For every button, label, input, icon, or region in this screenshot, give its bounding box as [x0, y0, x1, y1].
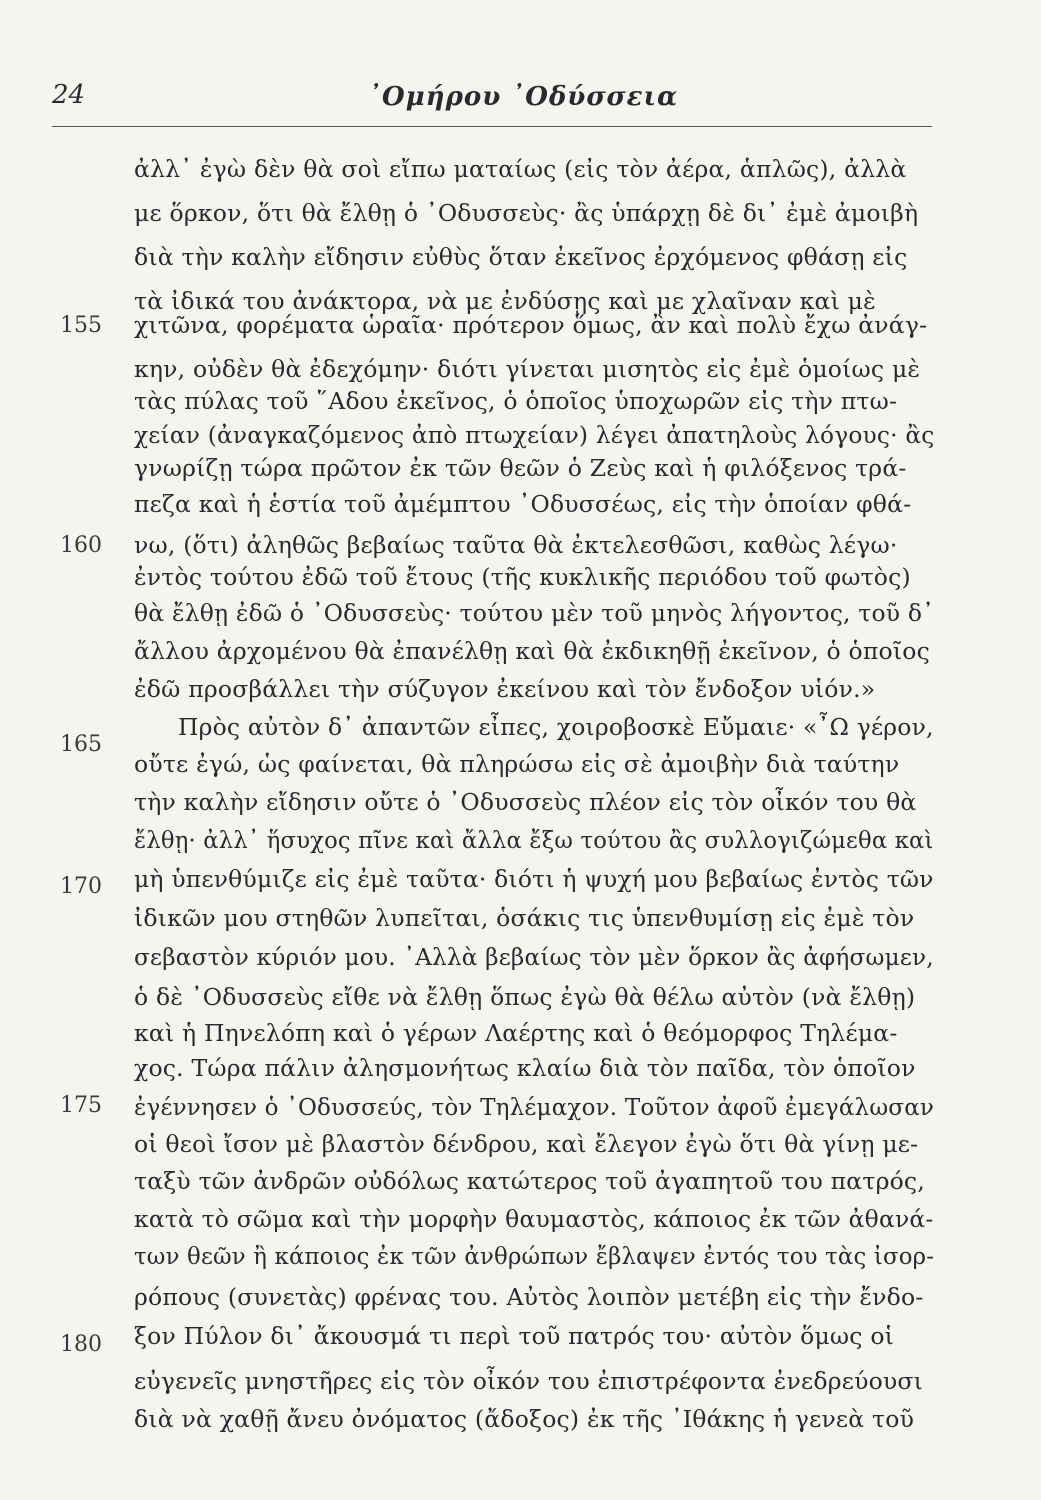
- page-number: 24: [52, 80, 86, 110]
- line-number: 180: [60, 1332, 102, 1357]
- text-line: γνωρίζῃ τώρα πρῶτον ἐκ τῶν θεῶν ὁ Ζεὺς καὶ ἡ φιλόξενος τρά-: [134, 454, 907, 482]
- text-line: μὴ ὑπενθύμιζε εἰς ἐμὲ ταῦτα· διότι ἡ ψυχή μου βεβαίως ἐντὸς τῶν: [134, 865, 934, 893]
- text-line: με ὅρκον, ὅτι θὰ ἔλθῃ ὁ ᾿Οδυσσεὺς· ἂς ὑπάρχῃ δὲ δι᾿ ἐμὲ ἀμοιβὴ: [134, 199, 919, 227]
- text-line: ξον Πύλον δι᾿ ἄκουσμά τι περὶ τοῦ πατρός του· αὐτὸν ὅμως οἱ: [134, 1322, 895, 1350]
- text-line: ἐδῶ προσβάλλει τὴν σύζυγον ἐκείνου καὶ τὸν ἔνδοξον υἱόν.»: [134, 675, 876, 703]
- text-line: ὁ δὲ ᾿Οδυσσεὺς εἴθε νὰ ἔλθῃ ὅπως ἐγὼ θὰ θέλω αὐτὸν (νὰ ἔλθῃ): [134, 983, 916, 1011]
- text-line: καὶ ἡ Πηνελόπη καὶ ὁ γέρων Λαέρτης καὶ ὁ θεόμορφος Τηλέμα-: [134, 1019, 898, 1047]
- text-line: ἀλλ᾿ ἐγὼ δὲν θὰ σοὶ εἴπω ματαίως (εἰς τὸν ἀέρα, ἁπλῶς), ἀλλὰ: [134, 155, 907, 183]
- text-line: ταξὺ τῶν ἀνδρῶν οὐδόλως κατώτερος τοῦ ἀγαπητοῦ του πατρός,: [134, 1167, 925, 1195]
- running-title: ᾿Ομήρου ᾿Οδύσσεια: [368, 82, 679, 112]
- text-line: οὔτε ἐγώ, ὡς φαίνεται, θὰ πληρώσω εἰς σὲ ἀμοιβὴν διὰ ταύτην: [134, 750, 900, 778]
- text-line: Πρὸς αὐτὸν δ᾿ ἀπαντῶν εἶπες, χοιροβοσκὲ Εὔμαιε· «῏Ω γέρον,: [178, 713, 934, 741]
- text-line: ἐντὸς τούτου ἐδῶ τοῦ ἔτους (τῆς κυκλικῆς περιόδου τοῦ φωτὸς): [134, 563, 911, 591]
- text-line: διὰ νὰ χαθῇ ἄνευ ὀνόματος (ἄδοξος) ἐκ τῆς ᾿Ιθάκης ἡ γενεὰ τοῦ: [134, 1405, 915, 1433]
- text-line: νω, (ὅτι) ἀληθῶς βεβαίως ταῦτα θὰ ἐκτελεσθῶσι, καθὼς λέγω·: [134, 531, 898, 559]
- line-number: 155: [60, 313, 102, 338]
- text-line: τὰς πύλας τοῦ ῞Αδου ἐκεῖνος, ὁ ὁποῖος ὑποχωρῶν εἰς τὴν πτω-: [134, 387, 898, 415]
- line-number: 160: [60, 533, 102, 558]
- text-line: ἰδικῶν μου στηθῶν λυπεῖται, ὁσάκις τις ὑπενθυμίσῃ εἰς ἐμὲ τὸν: [134, 904, 915, 932]
- line-number: 165: [60, 732, 102, 757]
- line-number: 170: [60, 874, 102, 899]
- text-line: ρόπους (συνετὰς) φρένας του. Αὐτὸς λοιπὸν μετέβη εἰς τὴν ἔνδο-: [134, 1283, 924, 1311]
- text-line: εὐγενεῖς μνηστῆρες εἰς τὸν οἶκόν του ἐπιστρέφοντα ἐνεδρεύουσι: [134, 1367, 924, 1395]
- text-line: ἄλλου ἀρχομένου θὰ ἐπανέλθῃ καὶ θὰ ἐκδικηθῇ ἐκεῖνον, ὁ ὁποῖος: [134, 637, 931, 665]
- text-line: κατὰ τὸ σῶμα καὶ τὴν μορφὴν θαυμαστὸς, κάποιος ἐκ τῶν ἀθανά-: [134, 1205, 934, 1233]
- text-line: ἐγέννησεν ὁ ᾿Οδυσσεύς, τὸν Τηλέμαχον. Τοῦτον ἀφοῦ ἐμεγάλωσαν: [134, 1093, 935, 1121]
- text-line: διὰ τὴν καλὴν εἴδησιν εὐθὺς ὅταν ἐκεῖνος ἐρχόμενος φθάσῃ εἰς: [134, 243, 908, 271]
- line-number: 175: [60, 1093, 102, 1118]
- text-line: θὰ ἔλθῃ ἐδῶ ὁ ᾿Οδυσσεὺς· τούτου μὲν τοῦ μηνὸς λήγοντος, τοῦ δ᾿: [134, 599, 935, 627]
- text-line: των θεῶν ἢ κάποιος ἐκ τῶν ἀνθρώπων ἔβλαψεν ἐντός του τὰς ἰσορ-: [134, 1242, 935, 1270]
- text-line: χιτῶνα, φορέματα ὡραῖα· πρότερον ὅμως, ἂν καὶ πολὺ ἔχω ἀνάγ-: [134, 311, 928, 339]
- text-line: τὴν καλὴν εἴδησιν οὔτε ὁ ᾿Οδυσσεὺς πλέον εἰς τὸν οἶκόν του θὰ: [134, 788, 917, 816]
- text-line: χος. Τώρα πάλιν ἀλησμονήτως κλαίω διὰ τὸν παῖδα, τὸν ὁποῖον: [134, 1054, 916, 1082]
- text-line: ἔλθῃ· ἀλλ᾿ ἥσυχος πῖνε καὶ ἄλλα ἔξω τούτου ἂς συλλογιζώμεθα καὶ: [134, 826, 934, 854]
- text-line: σεβαστὸν κύριόν μου. ᾿Αλλὰ βεβαίως τὸν μὲν ὅρκον ἂς ἀφήσωμεν,: [134, 943, 934, 971]
- text-line: τὰ ἰδικά του ἀνάκτορα, νὰ με ἐνδύσῃς καὶ με χλαῖναν καὶ μὲ: [134, 287, 876, 315]
- header-rule: [52, 126, 932, 127]
- text-line: κην, οὐδὲν θὰ ἐδεχόμην· διότι γίνεται μισητὸς εἰς ἐμὲ ὁμοίως μὲ: [134, 355, 921, 383]
- text-line: πεζα καὶ ἡ ἑστία τοῦ ἀμέμπτου ᾿Οδυσσέως, εἰς τὴν ὁποίαν φθά-: [134, 490, 912, 518]
- text-line: οἱ θεοὶ ἴσον μὲ βλαστὸν δένδρου, καὶ ἔλεγον ἐγὼ ὅτι θὰ γίνῃ με-: [134, 1130, 919, 1158]
- text-line: χείαν (ἀναγκαζόμενος ἀπὸ πτωχείαν) λέγει ἀπατηλοὺς λόγους· ἂς: [134, 421, 935, 449]
